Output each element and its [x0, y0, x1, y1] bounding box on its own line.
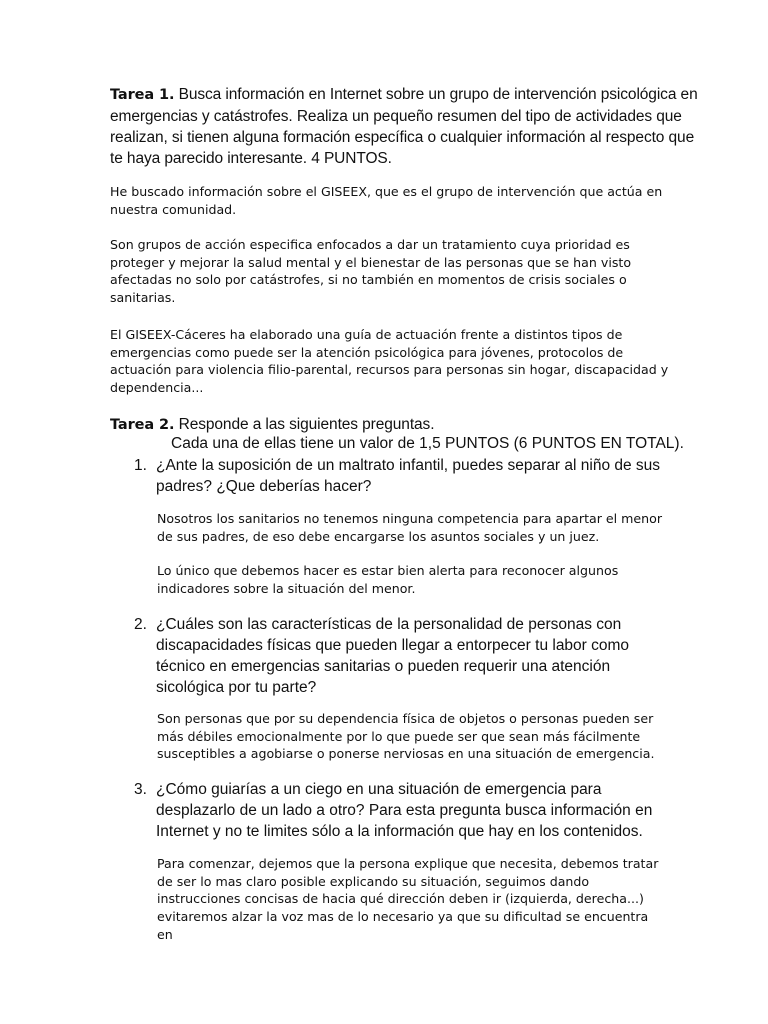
question-number: 3.: [134, 781, 147, 798]
tarea-1-paragraph: Son grupos de acción especifica enfocados a dar un tratamiento cuya prioridad es proteger y mejorar la salud mental y el bienestar de las personas que se han visto afectadas no solo por catástrofes, si no también en momentos de crisis sociales o sanitarias.: [110, 237, 632, 306]
tarea-1-text: Busca información en Internet sobre un grupo de intervención psicológica en emergencias y catástrofes. Realiza un pequeño resumen del tipo de actividades que realizan, si tienen alguna formación específica o cualquier información al respecto que te haya parecido interesante. 4 PUNTOS.: [110, 86, 698, 167]
question-item: [110, 614, 670, 702]
question-text: ¿Cómo guiarías a un ciego en una situación de emergencia para desplazarlo de un lado a otro? Para esta pregunta busca información en Internet y no te limites sólo a la información que hay en los contenidos.: [156, 781, 653, 840]
tarea-2-label: Tarea 2.: [110, 417, 175, 433]
question-text: ¿Cuáles son las características de la personalidad de personas con discapacidades físicas que pueden llegar a entorpecer tu labor como técnico en emergencias sanitarias o pueden requerir una atención sicológica por tu parte?: [156, 616, 630, 696]
question-text: ¿Ante la suposición de un maltrato infantil, puedes separar al niño de sus padres? ¿Que deberías hacer?: [156, 457, 661, 495]
tarea-2-subtitle: Cada una de ellas tiene un valor de 1,5 PUNTOS (6 PUNTOS EN TOTAL).: [171, 435, 684, 452]
question-number: 1.: [134, 457, 147, 474]
question-item: [110, 455, 670, 499]
question-answer: Nosotros los sanitarios no tenemos ninguna competencia para apartar el menor de sus padres, de eso debe encargarse los asuntos sociales y un juez.: [157, 511, 663, 544]
question-item: [110, 779, 670, 845]
tarea-2-text: Responde a las siguientes preguntas.: [174, 416, 435, 433]
tarea-1-statement: [110, 84, 710, 169]
question-answer: Para comenzar, dejemos que la persona explique que necesita, debemos tratar de ser lo mas claro posible explicando su situación, seguimos dando instrucciones concisas de hacia qué dirección deben ir (izquierda, derecha...) evitaremos alzar la voz mas de lo necesario ya que su dificultad se encuentra en: [157, 856, 659, 942]
question-answer: Son personas que por su dependencia física de objetos o personas pueden ser más débiles emocionalmente por lo que puede ser que sean más fácilmente susceptibles a agobiarse o ponerse nerviosas en una situación de emergencia.: [157, 711, 655, 762]
question-answer: Lo único que debemos hacer es estar bien alerta para reconocer algunos indicadores sobre la situación del menor.: [157, 563, 619, 596]
tarea-1-label: Tarea 1.: [110, 87, 175, 103]
question-number: 2.: [134, 616, 147, 633]
tarea-1-paragraph: He buscado información sobre el GISEEX, que es el grupo de intervención que actúa en nuestra comunidad.: [110, 184, 663, 217]
tarea-1-paragraph: El GISEEX-Cáceres ha elaborado una guía de actuación frente a distintos tipos de emergencias como puede ser la atención psicológica para jóvenes, protocolos de actuación para violencia filio-parental, recursos para personas sin hogar, discapacidad y dependencia...: [110, 327, 669, 396]
